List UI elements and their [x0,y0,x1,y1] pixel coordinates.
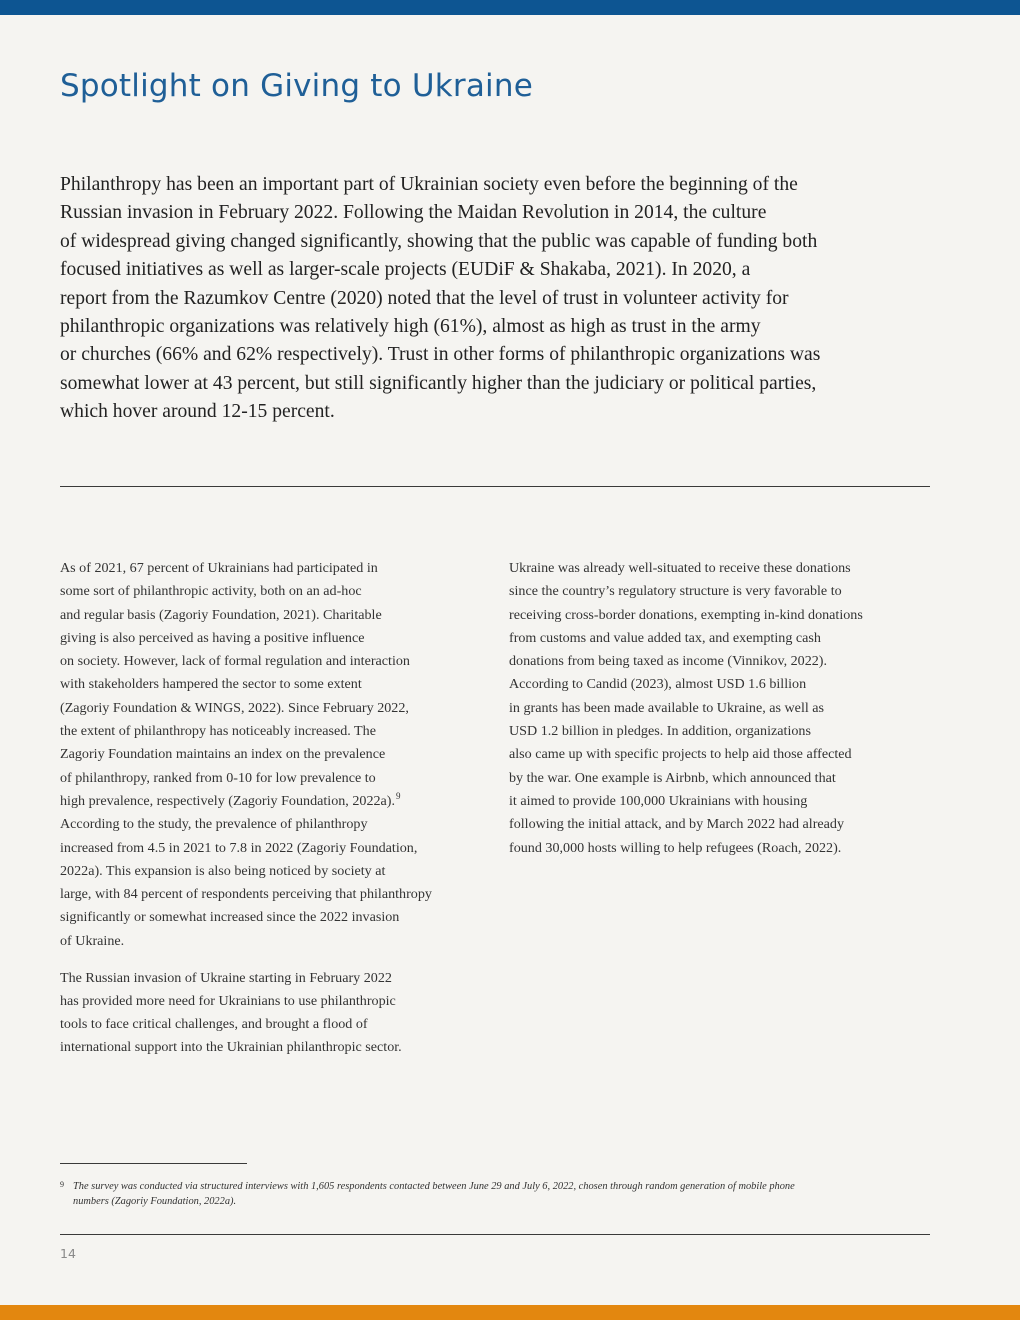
intro-line: philanthropic organizations was relatively high (61%), almost as high as trust in the army [60,316,761,338]
text-line: on society. However, lack of formal regulation and interaction [60,653,410,670]
footnote-number: 9 [60,1180,64,1189]
footnote [60,1179,920,1209]
text-line: of philanthropy, ranked from 0-10 for low prevalence to [60,769,376,786]
text-line: also came up with specific projects to help aid those affected [509,746,852,763]
text-line: significantly or somewhat increased since the 2022 invasion [60,909,400,926]
intro-line: or churches (66% and 62% respectively). Trust in other forms of philanthropic organizations was [60,344,821,366]
page-number: 14 [60,1246,76,1261]
text-line: in grants has been made available to Ukraine, as well as [509,699,825,716]
text-line: following the initial attack, and by March 2022 had already [509,816,845,833]
text-line: and regular basis (Zagoriy Foundation, 2021). Charitable [60,606,382,623]
text-line: (Zagoriy Foundation & WINGS, 2022). Since February 2022, [60,699,409,716]
footnote-line: numbers (Zagoriy Foundation, 2022a). [73,1196,237,1207]
left-paragraph-1 [60,557,480,953]
text-line: with stakeholders hampered the sector to some extent [60,676,362,693]
text-line: has provided more need for Ukrainians to use philanthropic [60,992,396,1009]
right-paragraph-1 [509,557,934,860]
text-line: According to the study, the prevalence of philanthropy [60,816,368,833]
text-line: tools to face critical challenges, and brought a flood of [60,1016,368,1033]
text-line: increased from 4.5 in 2021 to 7.8 in 2022 (Zagoriy Foundation, [60,839,418,856]
text-line: As of 2021, 67 percent of Ukrainians had participated in [60,560,378,576]
intro-paragraph [60,171,930,427]
section-divider [60,486,930,487]
intro-line: somewhat lower at 43 percent, but still significantly higher than the judiciary or political parties, [60,372,817,394]
text-line: 2022a). This expansion is also being noticed by society at [60,862,386,879]
text-line-with-footnote [60,790,480,813]
footnote-line: The survey was conducted via structured interviews with 1,605 respondents contacted between June 29 and July 6, 2022, chosen through random generation of mobile phone [73,1181,795,1192]
text-line: the extent of philanthropy has noticeably increased. The [60,723,376,740]
text-line: since the country’s regulatory structure is very favorable to [509,583,842,600]
text-line: some sort of philanthropic activity, both on an ad-hoc [60,583,362,600]
page-title: Spotlight on Giving to Ukraine [60,68,533,104]
text-line: The Russian invasion of Ukraine starting in February 2022 [60,969,392,986]
intro-line: of widespread giving changed significantly, showing that the public was capable of funding both [60,230,818,252]
footnote-divider [60,1163,247,1164]
intro-line: Russian invasion in February 2022. Following the Maidan Revolution in 2014, the culture [60,202,767,224]
top-accent-bar [0,0,1020,15]
text-line: Zagoriy Foundation maintains an index on the prevalence [60,746,386,763]
text-line: large, with 84 percent of respondents perceiving that philanthropy [60,886,432,903]
intro-line: Philanthropy has been an important part of Ukrainian society even before the beginning of the [60,174,798,195]
text-line: of Ukraine. [60,932,125,949]
footnote-text [73,1179,920,1209]
text-line: by the war. One example is Airbnb, which announced that [509,769,836,786]
text-line: Ukraine was already well-situated to receive these donations [509,560,851,576]
right-column [509,557,934,860]
text-line: it aimed to provide 100,000 Ukrainians with housing [509,792,808,809]
intro-line: which hover around 12-15 percent. [60,401,335,423]
text-line: According to Candid (2023), almost USD 1.6 billion [509,676,807,693]
intro-line: report from the Razumkov Centre (2020) noted that the level of trust in volunteer activity for [60,287,789,309]
left-column [60,557,480,1060]
text-line: USD 1.2 billion in pledges. In addition, organizations [509,723,811,740]
text-line: international support into the Ukrainian philanthropic sector. [60,1039,402,1056]
footer-divider [60,1234,930,1235]
footnote-reference[interactable]: 9 [396,790,401,801]
left-paragraph-2 [60,967,480,1060]
intro-line: focused initiatives as well as larger-scale projects (EUDiF & Shakaba, 2021). In 2020, a [60,259,751,281]
text-line: high prevalence, respectively (Zagoriy Foundation, 2022a). [60,792,396,809]
text-line: donations from being taxed as income (Vinnikov, 2022). [509,653,828,670]
bottom-accent-bar [0,1305,1020,1320]
text-line: receiving cross-border donations, exempting in-kind donations [509,606,863,623]
text-line: from customs and value added tax, and exempting cash [509,629,821,646]
text-line: giving is also perceived as having a positive influence [60,629,365,646]
text-line: found 30,000 hosts willing to help refugees (Roach, 2022). [509,839,842,856]
